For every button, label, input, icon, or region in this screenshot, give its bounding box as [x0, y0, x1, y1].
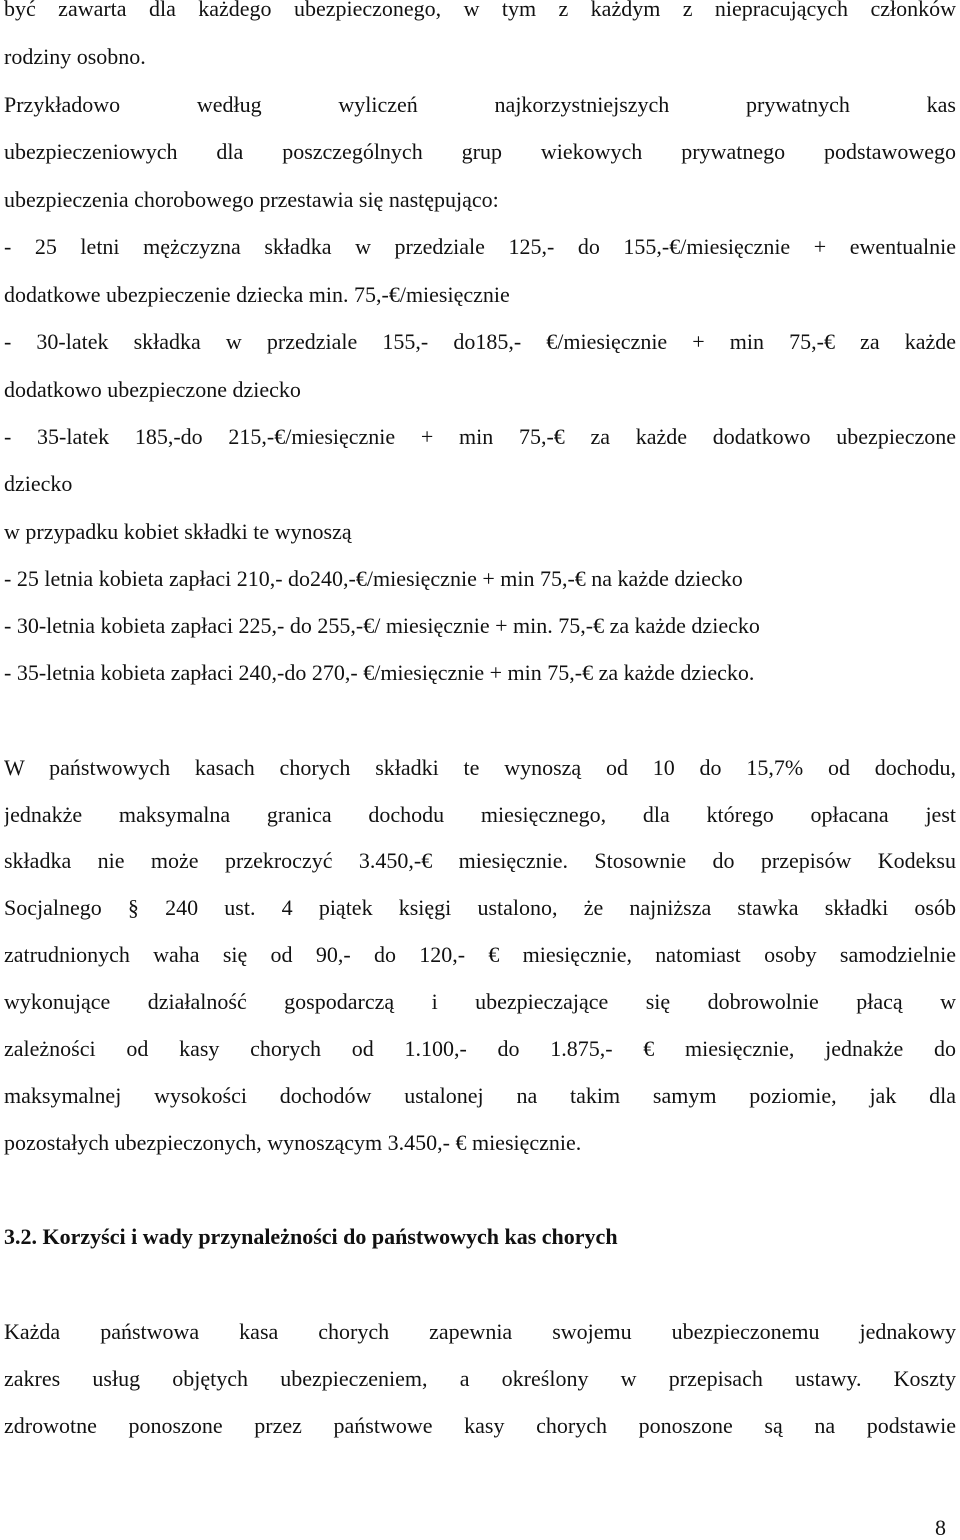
text-line: Socjalnego § 240 ust. 4 piątek księgi ustalono, że najniższa stawka składki osób [4, 895, 956, 920]
page-number: 8 [935, 1515, 946, 1540]
text-line: - 35-letnia kobieta zapłaci 240,-do 270,- €/miesięcznie + min 75,-€ za każde dziecko. [4, 660, 755, 685]
text-line: składka nie może przekroczyć 3.450,-€ miesięcznie. Stosownie do przepisów Kodeksu [4, 848, 956, 873]
text-line: - 25 letnia kobieta zapłaci 210,- do240,-€/miesięcznie + min 75,-€ na każde dziecko [4, 566, 743, 591]
text-line: dodatkowe ubezpieczenie dziecka min. 75,-€/miesięcznie [4, 282, 510, 307]
text-line: zdrowotne ponoszone przez państwowe kasy chorych ponoszone są na podstawie [4, 1413, 956, 1438]
text-line: W państwowych kasach chorych składki te wynoszą od 10 do 15,7% od dochodu, [4, 755, 956, 780]
text-line: pozostałych ubezpieczonych, wynoszącym 3.450,- € miesięcznie. [4, 1130, 582, 1155]
text-line: dodatkowo ubezpieczone dziecko [4, 377, 301, 402]
text-line: - 30-latek składka w przedziale 155,- do185,- €/miesięcznie + min 75,-€ za każde [4, 329, 956, 354]
text-line: być zawarta dla każdego ubezpieczonego, w tym z każdym z niepracujących członków [4, 0, 956, 21]
text-line: - 30-letnia kobieta zapłaci 225,- do 255,-€/ miesięcznie + min. 75,-€ za każde dziecko [4, 613, 760, 638]
text-line: Przykładowo według wyliczeń najkorzystniejszych prywatnych kas [4, 92, 956, 117]
text-line: rodziny osobno. [4, 44, 146, 69]
text-line: zakres usług objętych ubezpieczeniem, a określony w przepisach ustawy. Koszty [4, 1366, 956, 1391]
text-line: zatrudnionych waha się od 90,- do 120,- € miesięcznie, natomiast osoby samodzielnie [4, 942, 956, 967]
text-line: zależności od kasy chorych od 1.100,- do 1.875,- € miesięcznie, jednakże do [4, 1036, 956, 1061]
text-line: dziecko [4, 471, 73, 496]
section-heading: 3.2. Korzyści i wady przynależności do państwowych kas chorych [4, 1224, 618, 1249]
text-line: Każda państwowa kasa chorych zapewnia swojemu ubezpieczonemu jednakowy [4, 1319, 956, 1344]
text-line: w przypadku kobiet składki te wynoszą [4, 519, 352, 544]
text-line: ubezpieczenia chorobowego przestawia się następująco: [4, 187, 499, 212]
text-line: maksymalnej wysokości dochodów ustalonej na takim samym poziomie, jak dla [4, 1083, 956, 1108]
text-line: - 25 letni mężczyzna składka w przedziale 125,- do 155,-€/miesięcznie + ewentualnie [4, 234, 956, 259]
text-line: wykonujące działalność gospodarczą i ubezpieczające się dobrowolnie płacą w [4, 989, 956, 1014]
text-line: - 35-latek 185,-do 215,-€/miesięcznie + min 75,-€ za każde dodatkowo ubezpieczone [4, 424, 956, 449]
text-line: ubezpieczeniowych dla poszczególnych grup wiekowych prywatnego podstawowego [4, 139, 956, 164]
text-line: jednakże maksymalna granica dochodu miesięcznego, dla którego opłacana jest [4, 802, 956, 827]
